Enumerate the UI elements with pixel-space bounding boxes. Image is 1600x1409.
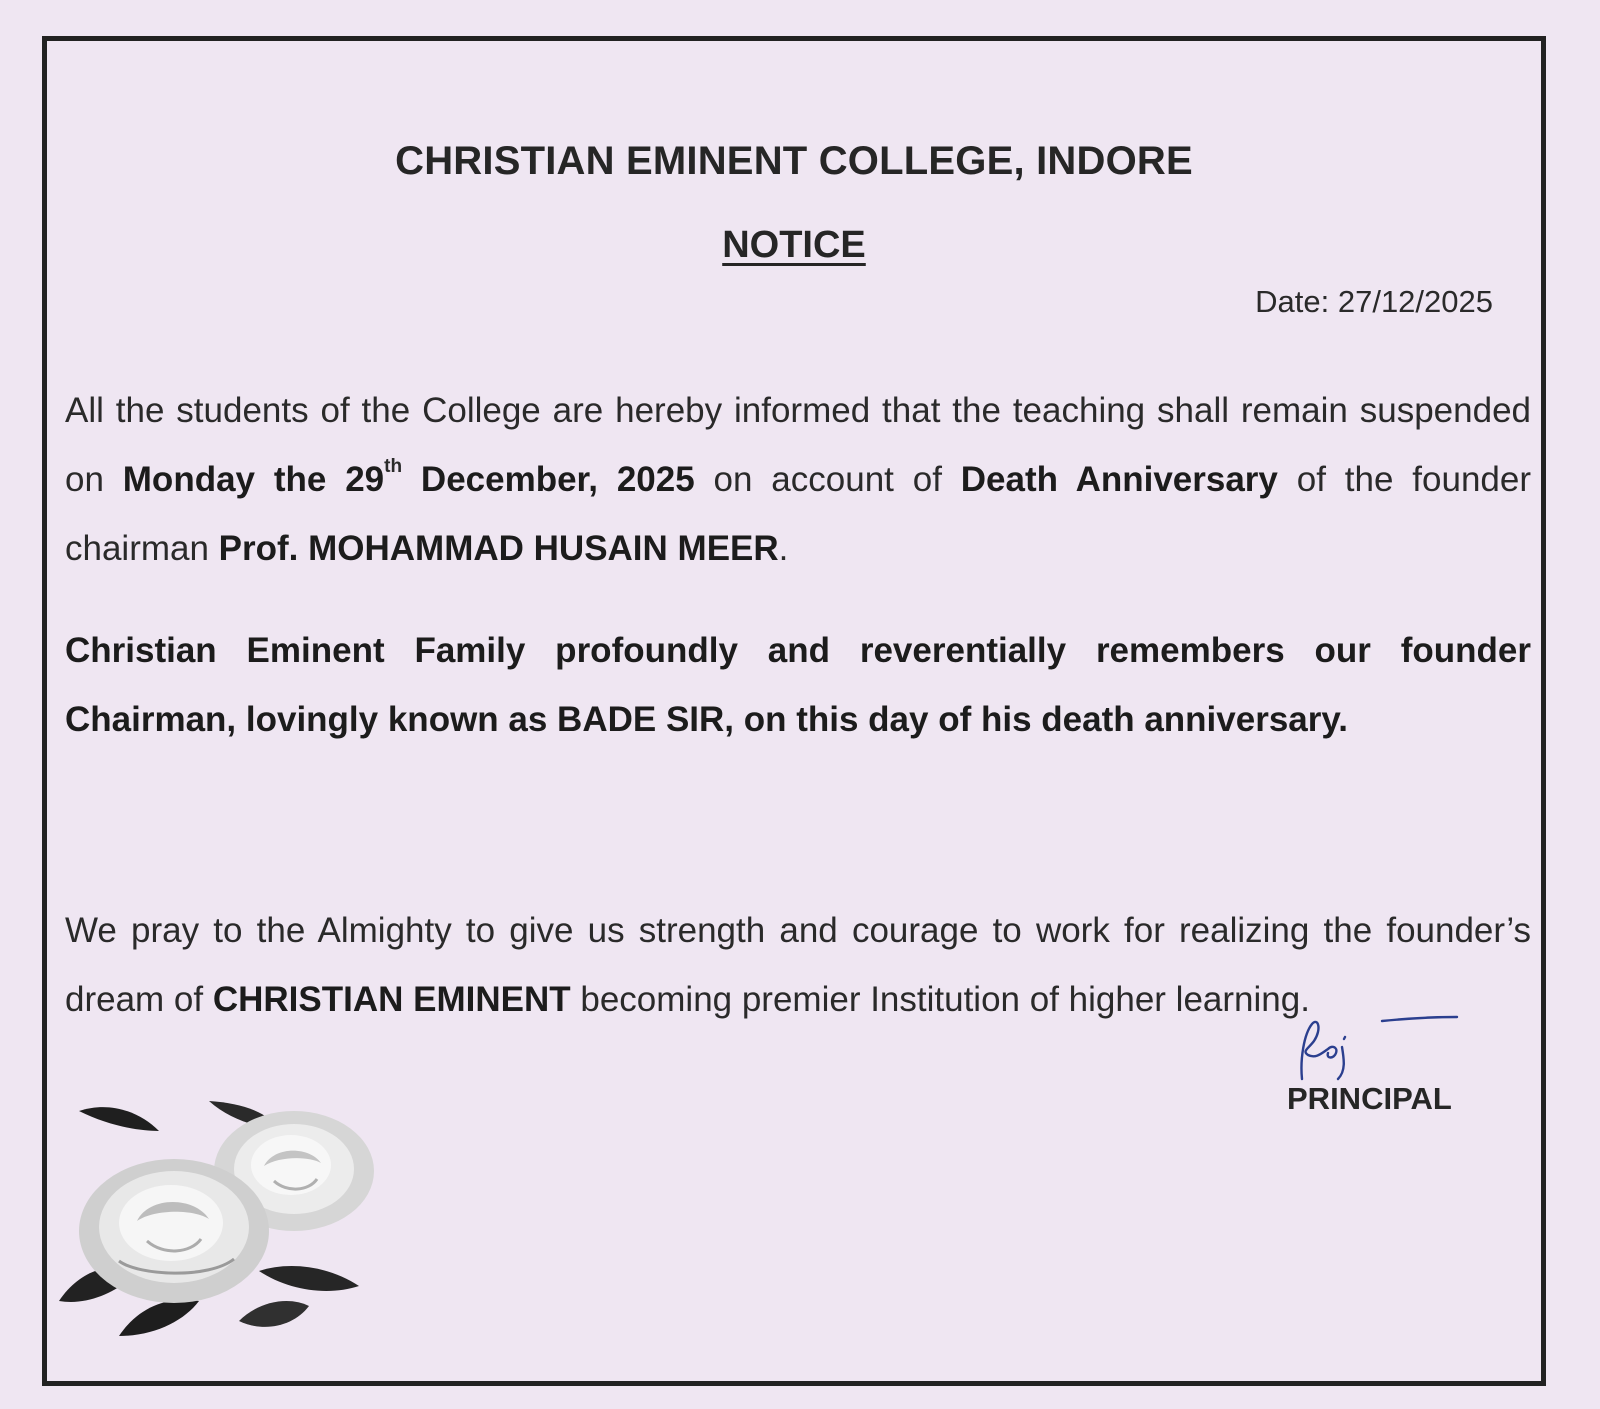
paragraph-suspension <box>65 376 1531 583</box>
paragraph1-text-2: on account of <box>694 460 961 499</box>
paragraph1-bold-month: December, 2025 <box>402 460 695 499</box>
date-value: 27/12/2025 <box>1337 284 1493 319</box>
college-name: CHRISTIAN EMINENT COLLEGE, INDORE <box>395 139 1193 183</box>
ordinal-suffix: th <box>384 456 403 477</box>
notice-date <box>1255 284 1493 320</box>
paragraph3-text-1: We pray to the Almighty to give us strength and courage to work for realizing the founder’s dream of <box>65 911 1531 1019</box>
paragraph-remembrance: Christian Eminent Family profoundly and reverentially remembers our founder Chairman, lovingly known as BADE SIR, on this day of his death anniversary. <box>65 631 1531 739</box>
notice-border <box>42 36 1546 1386</box>
paragraph1-bold-occasion: Death Anniversary <box>960 460 1278 499</box>
notice-title: NOTICE <box>722 224 866 266</box>
principal-label: PRINCIPAL <box>1287 1081 1452 1116</box>
paragraph1-text-3: of the founder chairman <box>65 460 1531 568</box>
white-roses-icon <box>59 1101 379 1341</box>
paragraph1-text-1: All the students of the College are hereby informed that the teaching shall remain suspended on <box>65 391 1531 499</box>
paragraph3-text-2: becoming premier Institution of higher learning. <box>570 980 1310 1019</box>
founder-name: Prof. MOHAMMAD HUSAIN MEER <box>218 529 779 568</box>
paragraph1-period: . <box>778 529 789 568</box>
paragraph3-bold-name: CHRISTIAN EMINENT <box>212 980 571 1019</box>
paragraph1-bold-date: Monday the 29 <box>122 460 385 499</box>
date-label: Date: <box>1255 284 1330 319</box>
